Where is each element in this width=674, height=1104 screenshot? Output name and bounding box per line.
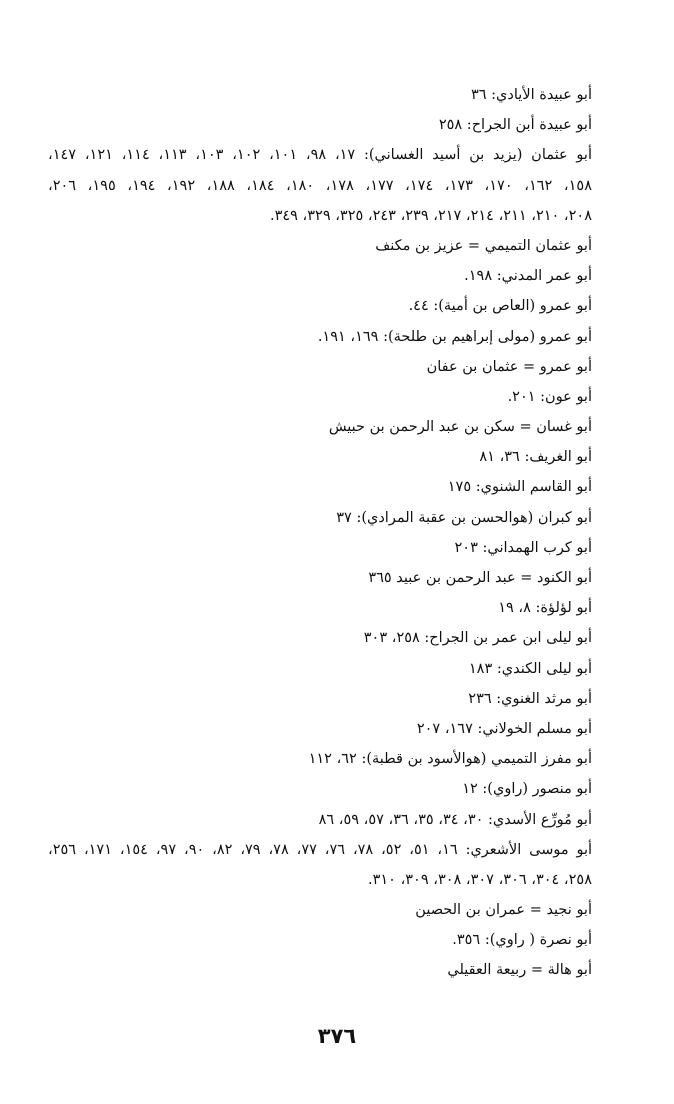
index-line: أبو عبيدة أبن الجراح: ٢٥٨ <box>438 117 592 134</box>
index-line: أبو ليلى الكندي: ١٨٣ <box>468 660 592 677</box>
index-line: أبو مفرز التميمي (هوالأسود بن قطبة): ٦٢، ١١٢ <box>308 751 592 768</box>
index-line: أبو غسان = سكن بن عبد الرحمن بن حبيش <box>328 419 592 436</box>
index-line: أبو عمرو = عثمان بن عفان <box>426 358 592 375</box>
index-line: أبو مُورِّع الأسدي: ٣٠، ٣٤، ٣٥، ٣٦، ٥٧، ٥٩، ٨٦ <box>318 811 592 828</box>
index-line: أبو عمرو (مولى إبراهيم بن طلحة): ١٦٩، ١٩١. <box>317 328 592 345</box>
index-line: أبو كبران (هوالحسن بن عقبة المرادي): ٣٧ <box>336 509 592 526</box>
index-line: أبو القاسم الشنوي: ١٧٥ <box>447 479 592 496</box>
index-line: أبو نجيد = عمران بن الحصين <box>415 902 592 919</box>
index-line: أبو عمر المدني: ١٩٨. <box>464 268 592 285</box>
index-line: أبو هالة = ربيعة العقيلي <box>447 962 592 979</box>
index-line: أبو عمرو (العاص بن أمية): ٤٤. <box>408 298 592 315</box>
index-line: أبو عثمان التميمي = عزيز بن مكنف <box>375 237 592 254</box>
index-line: أبو منصور (راوي): ١٢ <box>462 781 592 798</box>
index-line-continuation: ٢٥٨، ٣٠٤، ٣٠٦، ٣٠٧، ٣٠٨، ٣٠٩، ٣١٠. <box>367 871 592 888</box>
index-entries <box>48 80 592 986</box>
page-number: ٣٧٦ <box>317 1024 357 1048</box>
index-line: أبو عون: ٢٠١. <box>507 388 592 405</box>
index-line-continuation: ١٥٨، ١٦٢، ١٧٠، ١٧٣، ١٧٤، ١٧٧، ١٧٨، ١٨٠، ١٨٤، ١٨٨، ١٩٢، ١٩٤، ١٩٥، ٢٠٦، <box>48 177 592 194</box>
index-line: أبو عثمان (يزيد بن أسيد الغساني): ١٧، ٩٨، ١٠١، ١٠٢، ١٠٣، ١١٣، ١١٤، ١٢١، ١٤٧، <box>48 147 592 164</box>
index-line: أبو الغريف: ٣٦، ٨١ <box>479 449 592 466</box>
index-line: أبو لؤلؤة: ٨، ١٩ <box>498 600 592 617</box>
index-line: أبو ليلى ابن عمر بن الجراح: ٢٥٨، ٣٠٣ <box>363 630 592 647</box>
index-line-continuation: ٢٠٨، ٢١٠، ٢١١، ٢١٤، ٢١٧، ٢٣٩، ٢٤٣، ٣٢٥، ٣٢٩، ٣٤٩. <box>269 207 592 224</box>
index-line: أبو مسلم الخولاني: ١٦٧، ٢٠٧ <box>416 720 592 737</box>
index-line: أبو نصرة ( راوي): ٣٥٦. <box>452 932 592 949</box>
index-line: أبو مرثد الغنوي: ٢٣٦ <box>468 690 592 707</box>
index-line: أبو عبيدة الأيادي: ٣٦ <box>470 87 592 103</box>
index-line: أبو كرب الهمداني: ٢٠٣ <box>454 539 592 556</box>
index-line: أبو موسى الأشعري: ١٦، ٥١، ٥٢، ٧٨، ٧٦، ٧٧، ٧٨، ٧٩، ٨٢، ٩٠، ٩٧، ١٥٤، ١٧١، ٢٥٦، <box>48 841 592 858</box>
index-line: أبو الكنود = عبد الرحمن بن عبيد ٣٦٥ <box>368 570 592 586</box>
